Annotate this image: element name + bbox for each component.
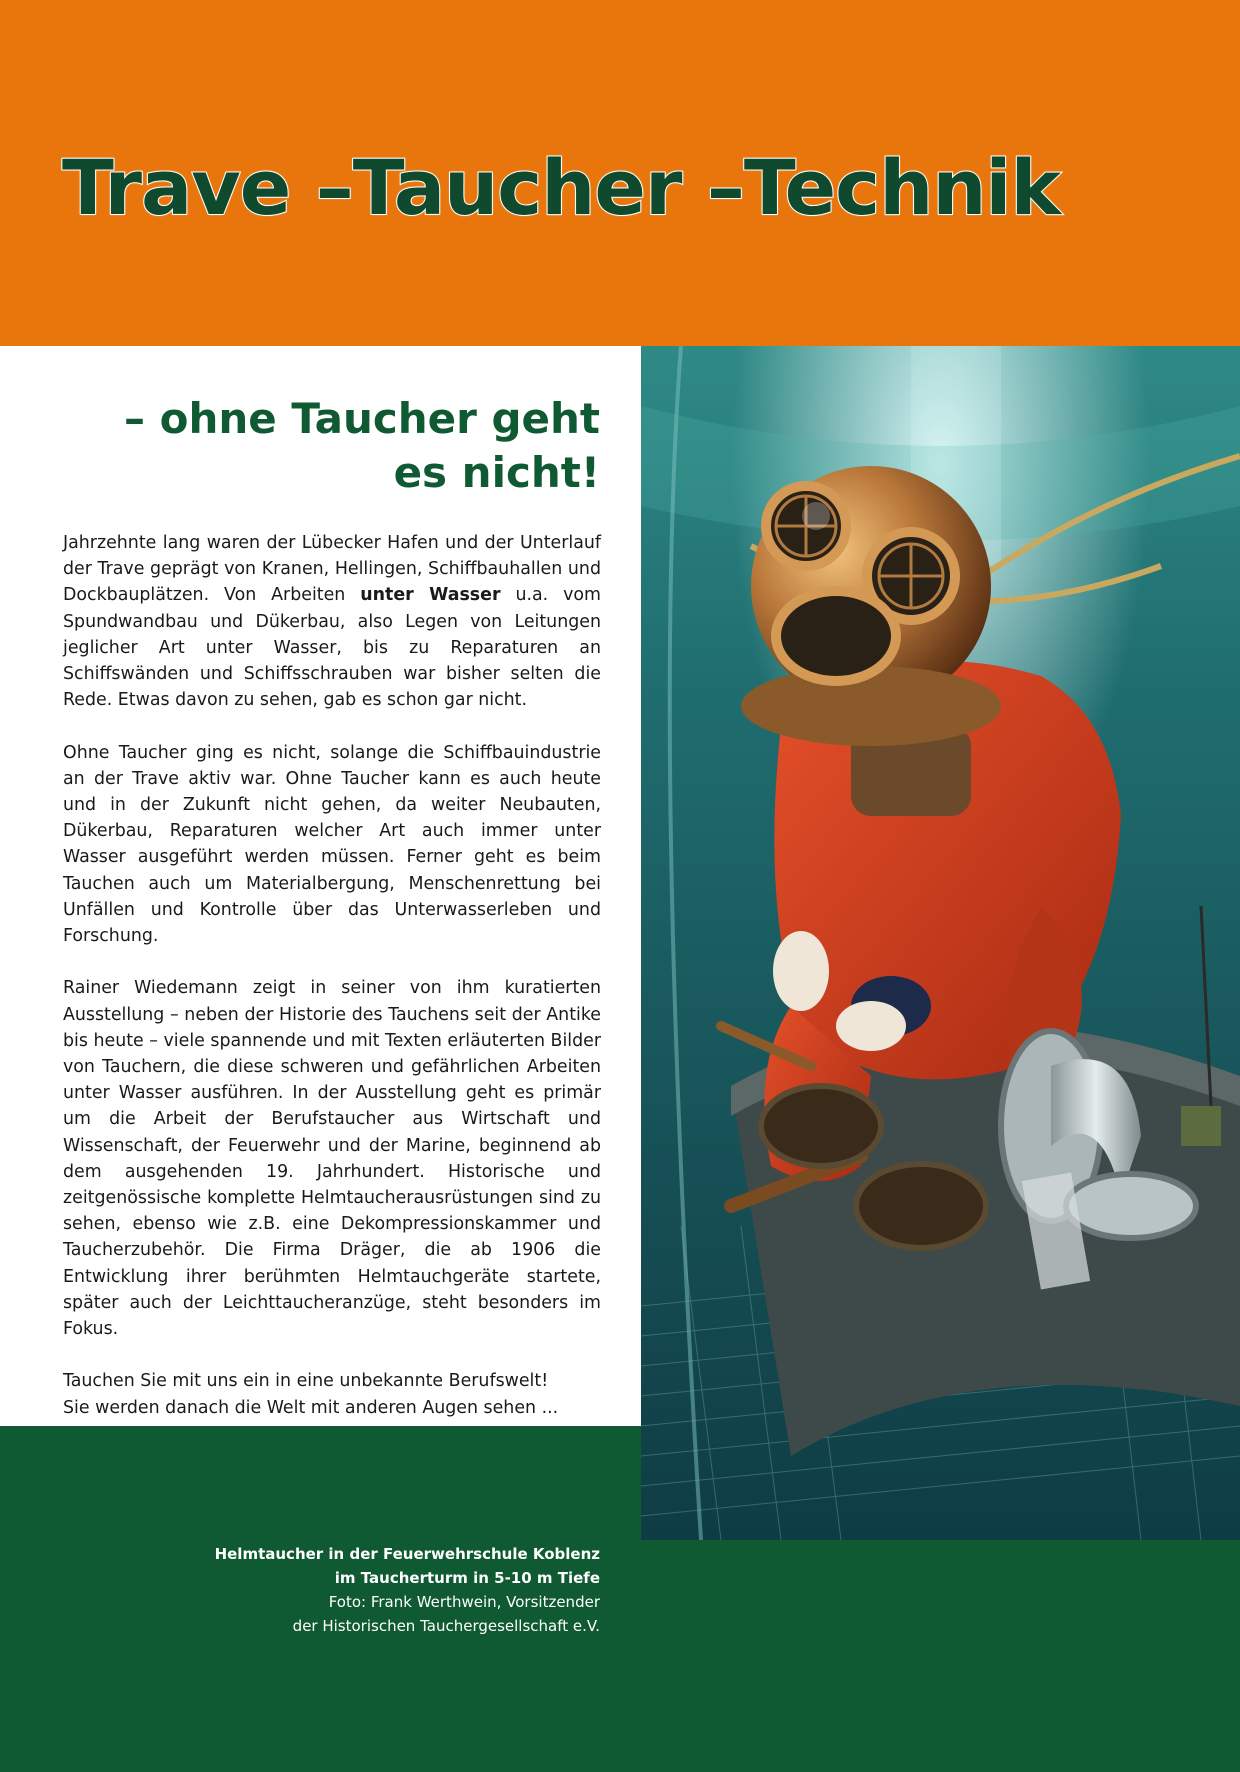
paragraph-4 xyxy=(63,1368,601,1420)
paragraph-1-start: Jahrzehnte lang waren der Lübecker Hafen und der Unterlauf der Trave geprägt von Kranen, Hellingen, Schiffbauhallen und Dockbauplätzen. Von Arbeiten xyxy=(63,533,601,606)
caption-line-1: Helmtaucher in der Feuerwehrschule Koblenz xyxy=(214,1545,600,1563)
paragraph-4-line-2: Sie werden danach die Welt mit anderen Augen sehen ... xyxy=(63,1397,559,1418)
emphasis-unter-wasser: unter Wasser xyxy=(360,585,501,606)
caption-credit-1: Foto: Frank Werthwein, Vorsitzender xyxy=(328,1593,600,1611)
page-title: Trave –Taucher –Technik xyxy=(62,143,1061,232)
paragraph-3: Rainer Wiedemann zeigt in seiner von ihm kuratierten Ausstellung – neben der Historie des Tauchens seit der Antike bis heute – viele spannende und mit Texten erläuterten Bilder von Tauchern, die diese schweren und gefährlichen Arbeiten unter Wasser ausführen. In der Ausstellung geht es primär um die Arbeit der Berufstaucher aus Wirtschaft und Wissenschaft, der Feuerwehr und der Marine, beginnend ab dem ausgehenden 19. Jahrhundert. Historische und zeitgenössische komplette Helmtaucherausrüstungen sind zu sehen, ebenso wie z.B. eine Dekompressionskammer und Taucherzubehör. Die Firma Dräger, die ab 1906 die Entwicklung ihrer berühmten Helmtauchgeräte startete, später auch der Leichttaucheranzüge, steht besonders im Fokus. xyxy=(63,978,601,1340)
body-text xyxy=(63,530,601,1447)
subtitle xyxy=(40,392,600,500)
helmet-diver-photo xyxy=(641,346,1240,1540)
subtitle-line-1: – ohne Taucher geht xyxy=(123,394,600,443)
paragraph-1 xyxy=(63,530,601,713)
header-band xyxy=(0,0,1240,346)
paragraph-4-line-1: Tauchen Sie mit uns ein in eine unbekannte Berufswelt! xyxy=(63,1371,549,1392)
paragraph-2: Ohne Taucher ging es nicht, solange die Schiffbauindustrie an der Trave aktiv war. Ohne Taucher kann es auch heute und in der Zukunft nicht gehen, da weiter Neubauten, Dükerbau, Reparaturen welcher Art auch immer unter Wasser ausgeführt werden müssen. Ferner geht es beim Tauchen auch um Materialbergung, Menschenrettung bei Unfällen und Kontrolle über das Unterwasserleben und Forschung. xyxy=(63,742,601,947)
subtitle-line-2: es nicht! xyxy=(393,448,600,497)
paragraph-1-end: u.a. vom Spundwandbau und Dükerbau, also Legen von Leitungen jeglicher Art unter Wasser, bis zu Reparaturen an Schiffswänden und Schiffsschrauben war bisher selten die Rede. Etwas davon zu sehen, gab es schon gar nicht. xyxy=(63,585,601,711)
caption-line-2: im Taucherturm in 5-10 m Tiefe xyxy=(334,1569,600,1587)
caption-credit-2: der Historischen Tauchergesellschaft e.V. xyxy=(292,1617,600,1635)
photo-caption xyxy=(80,1542,600,1638)
